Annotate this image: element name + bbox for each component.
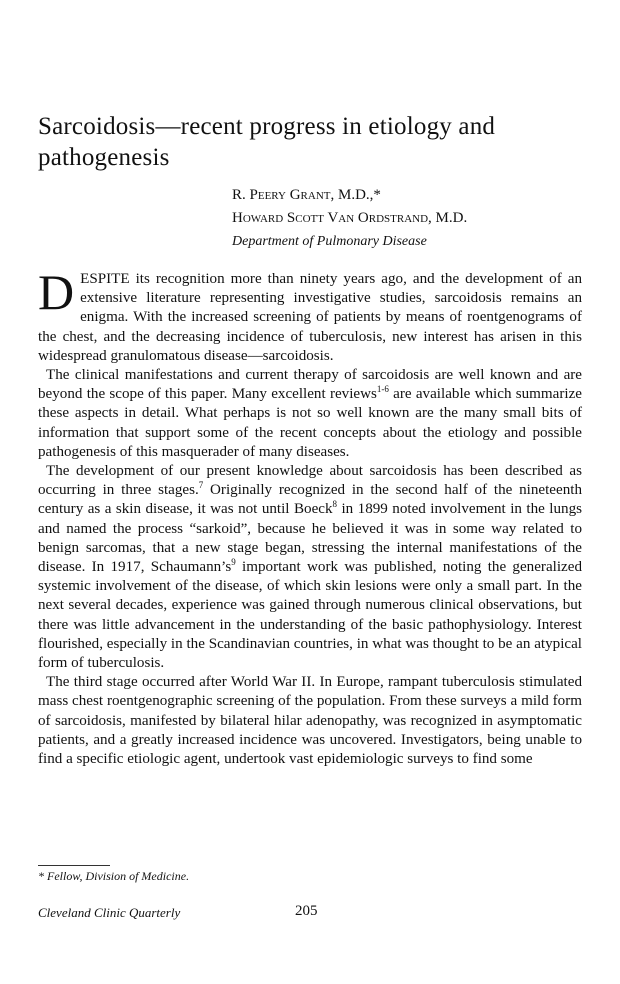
footnote: * Fellow, Division of Medicine. <box>38 869 190 883</box>
reference-marker: 9 <box>231 557 236 568</box>
paragraph-3-text-d: important work was published, noting the generalized systemic involvement of the disease, of which skin lesions were only a small part. In the next several decades, experience was gained through numerous clinical observations, but there was little advancement in the understanding of the basic pathophysiology. Interest flourished, especially in the Scandinavian countries, in what was thought to be an atypical form of tuberculosis. <box>38 559 582 672</box>
paragraph-4: The third stage occurred after World War II. In Europe, rampant tuberculosis stimulated mass chest roentgenographic screening of the population. From these surveys a mild form of sarcoidosis, manifested by bilateral hilar adenopathy, was recognized in asymptomatic patients, and a greatly increased incidence was uncovered. Investigators, being unable to find a specific etiologic agent, undertook vast epidemiologic surveys to find some <box>38 674 582 768</box>
paragraph-2-text-b: are available which summarize these aspects in detail. What perhaps is not so well known are the many small bits of information that support some of the recent concepts about the etiology and possible pathogenesis of this masquerader of many diseases. <box>38 386 582 460</box>
paragraph-2-text-a: The clinical manifestations and current therapy of sarcoidosis are well known and are beyond the scope of this paper. Many excellent reviews <box>38 367 582 403</box>
page-number: 205 <box>295 903 318 919</box>
author-2: Howard Scott Van Ordstrand, M.D. <box>232 210 468 226</box>
reference-marker: 8 <box>332 499 338 510</box>
paragraph-3-text-c: in 1899 noted involvement in the lungs and named the process “sarkoid”, because he believed it was in some way related to benign sarcomas, that a new stage began, stressing the internal manifestations of the disease. In 1917, Schaumann’s <box>38 501 582 576</box>
author-1: R. Peery Grant, M.D.,* <box>232 187 381 203</box>
paragraph-1-text: ESPITE its recognition more than ninety years ago, and the development of an extensive literature representing investigative studies, sarcoidosis remains an enigma. With the increased screening of patients by means of roentgenograms of the chest, and the decreasing incidence of tuberculosis, new interest has arisen in this widespread granulomatous disease—sarcoidosis. <box>38 271 582 364</box>
reference-marker: 7 <box>198 480 204 491</box>
author-block <box>232 184 602 253</box>
paragraph-1 <box>38 264 582 366</box>
paragraph-2 <box>38 366 582 462</box>
article-title: Sarcoidosis—recent progress in etiology and pathogenesis <box>38 113 496 171</box>
drop-cap: D <box>38 264 75 320</box>
paragraph-3-text-b: Originally recognized in the second half of the nineteenth century as a skin disease, it was not until Boeck <box>38 482 582 518</box>
article-body <box>38 264 582 769</box>
paragraph-3 <box>38 462 582 673</box>
journal-name: Cleveland Clinic Quarterly <box>38 905 181 920</box>
footnote-divider <box>38 865 110 866</box>
reference-marker: 1-6 <box>376 384 389 395</box>
department: Department of Pulmonary Disease <box>232 234 427 249</box>
paragraph-3-text-a: The development of our present knowledge about sarcoidosis has been described as occurring in three stages. <box>38 463 582 499</box>
